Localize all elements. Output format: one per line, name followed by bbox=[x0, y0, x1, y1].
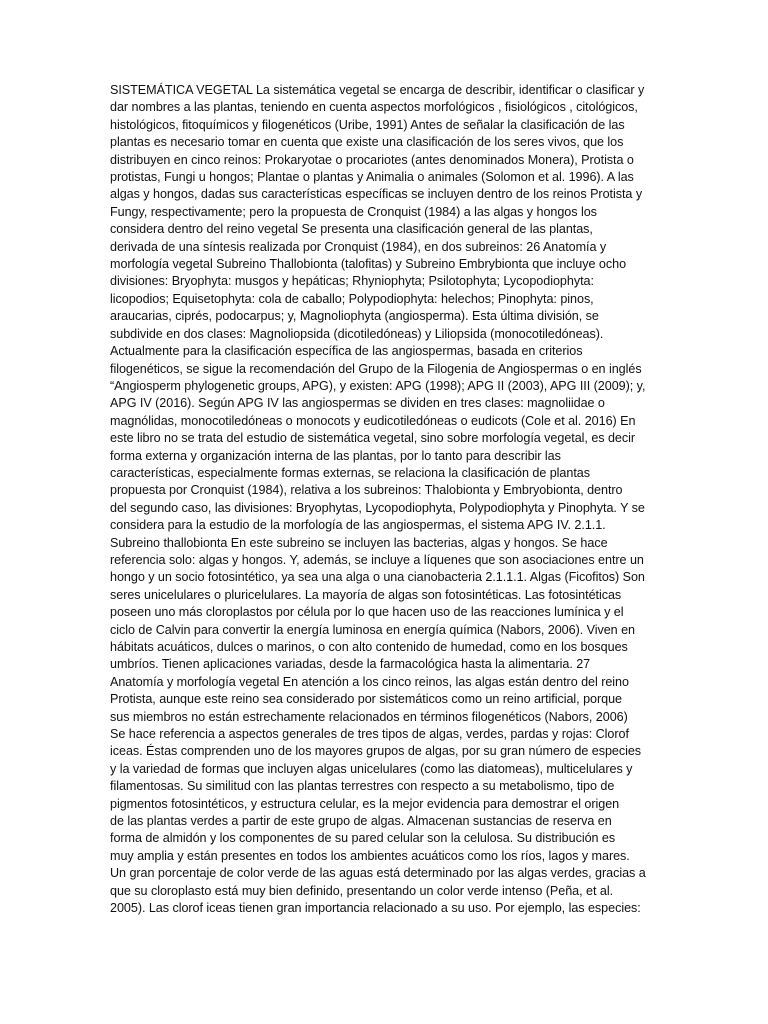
text-line: propuesta por Cronquist (1984), relativa a los subreinos: Thalobionta y Embryobionta, dentro bbox=[110, 483, 623, 498]
text-line: 2005). Las clorof iceas tienen gran importancia relacionado a su uso. Por ejemplo, las especies: bbox=[110, 901, 641, 916]
text-line: subdivide en dos clases: Magnoliopsida (dicotiledóneas) y Liliopsida (monocotiledóneas). bbox=[110, 326, 604, 341]
text-line: filamentosas. Su similitud con las plantas terrestres con respecto a su metabolismo, tipo de bbox=[110, 779, 615, 794]
text-line: histológicos, fitoquímicos y filogenéticos (Uribe, 1991) Antes de señalar la clasificación de las bbox=[110, 117, 625, 132]
text-line: forma de almidón y los componentes de su pared celular son la celulosa. Su distribución es bbox=[110, 831, 616, 846]
text-line: magnólidas, monocotiledóneas o monocots y eudicotiledóneas o eudicots (Cole et al. 2016) En bbox=[110, 413, 636, 428]
text-line: APG IV (2016). Según APG IV las angiospermas se dividen en tres clases: magnoliidae o bbox=[110, 396, 605, 411]
text-line: sus miembros no están estrechamente relacionados en términos filogenéticos (Nabors, 2006) bbox=[110, 709, 628, 724]
text-line: araucarias, ciprés, podocarpus; y, Magnoliophyta (angiosperma). Esta última división, se bbox=[110, 309, 599, 324]
text-line: umbríos. Tienen aplicaciones variadas, desde la farmacológica hasta la alimentaria. 27 bbox=[110, 657, 591, 672]
text-line: hongo y un socio fotosintético, ya sea una alga o una cianobacteria 2.1.1.1. Algas (Ficofitos) Son bbox=[110, 570, 645, 585]
text-line: forma externa y organización interna de las plantas, por lo tanto para describir las bbox=[110, 448, 561, 463]
text-line: “Angiosperm phylogenetic groups, APG), y existen: APG (1998); APG II (2003), APG III (2009); y, bbox=[110, 378, 646, 393]
text-line: Actualmente para la clasificación específica de las angiospermas, basada en criterios bbox=[110, 344, 583, 359]
text-line: muy amplia y están presentes en todos los ambientes acuáticos como los ríos, lagos y mares. bbox=[110, 848, 630, 863]
text-line: considera dentro del reino vegetal Se presenta una clasificación general de las plantas, bbox=[110, 222, 593, 237]
text-line: derivada de una síntesis realizada por Cronquist (1984), en dos subreinos: 26 Anatomía y bbox=[110, 239, 607, 254]
text-line: algas y hongos, dadas sus características específicas se incluyen dentro de los reinos Protista y bbox=[110, 187, 643, 202]
text-line: este libro no se trata del estudio de sistemática vegetal, sino sobre morfología vegetal, es decir bbox=[110, 431, 636, 446]
text-line: características, especialmente formas externas, se relaciona la clasificación de plantas bbox=[110, 465, 590, 480]
text-line: plantas es necesario tomar en cuenta que existe una clasificación de los seres vivos, que los bbox=[110, 135, 624, 150]
text-line: distribuyen en cinco reinos: Prokaryotae o procariotes (antes denominados Monera), Protista o bbox=[110, 152, 634, 167]
text-line: morfología vegetal Subreino Thallobionta (talofitas) y Subreino Embrybionta que incluye ocho bbox=[110, 257, 627, 272]
text-line: hábitats acuáticos, dulces o marinos, o con alto contenido de humedad, como en los bosques bbox=[110, 640, 628, 654]
text-line: de las plantas verdes a partir de este grupo de algas. Almacenan sustancias de reserva en bbox=[110, 814, 612, 829]
text-line: dar nombres a las plantas, teniendo en cuenta aspectos morfológicos , fisiológicos , citológicos, bbox=[110, 100, 638, 115]
text-line: Subreino thallobionta En este subreino se incluyen las bacterias, algas y hongos. Se hace bbox=[110, 535, 608, 550]
text-line: Protista, aunque este reino sea considerado por sistemáticos como un reino artificial, porque bbox=[110, 692, 622, 707]
text-line: SISTEMÁTICA VEGETAL La sistemática vegetal se encarga de describir, identificar o clasificar y bbox=[110, 83, 645, 97]
text-line: referencia solo: algas y hongos. Y, además, se incluye a líquenes que son asociaciones entre un bbox=[110, 552, 644, 567]
text-line: Fungy, respectivamente; pero la propuesta de Cronquist (1984) a las algas y hongos los bbox=[110, 204, 597, 219]
text-line: protistas, Fungi u hongos; Plantae o plantas y Animalia o animales (Solomon et al. 1996). A las bbox=[110, 170, 634, 185]
text-line: del segundo caso, las divisiones: Bryophytas, Lycopodiophyta, Polypodiophyta y Pinophyta. Y se bbox=[110, 500, 645, 515]
text-line: considera para la estudio de la morfología de las angiospermas, el sistema APG IV. 2.1.1. bbox=[110, 518, 606, 533]
text-line: divisiones: Bryophyta: musgos y hepáticas; Rhyniophyta; Psilotophyta; Lycopodiophyta: bbox=[110, 274, 594, 289]
text-line: Se hace referencia a aspectos generales de tres tipos de algas, verdes, pardas y rojas: Clorof bbox=[110, 727, 629, 742]
text-line: poseen uno más cloroplastos por célula por lo que hacen uso de las reacciones lumínica y el bbox=[110, 605, 624, 620]
text-line: y la variedad de formas que incluyen algas unicelulares (como las diatomeas), multicelulares y bbox=[110, 761, 633, 776]
document-page bbox=[110, 82, 662, 918]
text-line: pigmentos fotosintéticos, y estructura celular, es la mejor evidencia para demostrar el origen bbox=[110, 796, 620, 811]
text-line: seres unicelulares o pluricelulares. La mayoría de algas son fotosintéticas. Las fotosintéticas bbox=[110, 587, 622, 602]
text-line: que su cloroplasto está muy bien definido, presentando un color verde intenso (Peña, et al. bbox=[110, 883, 614, 898]
text-line: Anatomía y morfología vegetal En atención a los cinco reinos, las algas están dentro del reino bbox=[110, 674, 629, 689]
text-line: filogenéticos, se sigue la recomendación del Grupo de la Filogenia de Angiospermas o en inglés bbox=[110, 361, 642, 376]
text-line: iceas. Éstas comprenden uno de los mayores grupos de algas, por su gran número de especies bbox=[110, 744, 642, 759]
text-line: Un gran porcentaje de color verde de las aguas está determinado por las algas verdes, gracias a bbox=[110, 866, 646, 881]
text-line: licopodios; Equisetophyta: cola de caballo; Polypodiophyta: helechos; Pinophyta: pinos, bbox=[110, 291, 594, 306]
text-line: ciclo de Calvin para convertir la energía luminosa en energía química (Nabors, 2006). Viven en bbox=[110, 622, 635, 637]
